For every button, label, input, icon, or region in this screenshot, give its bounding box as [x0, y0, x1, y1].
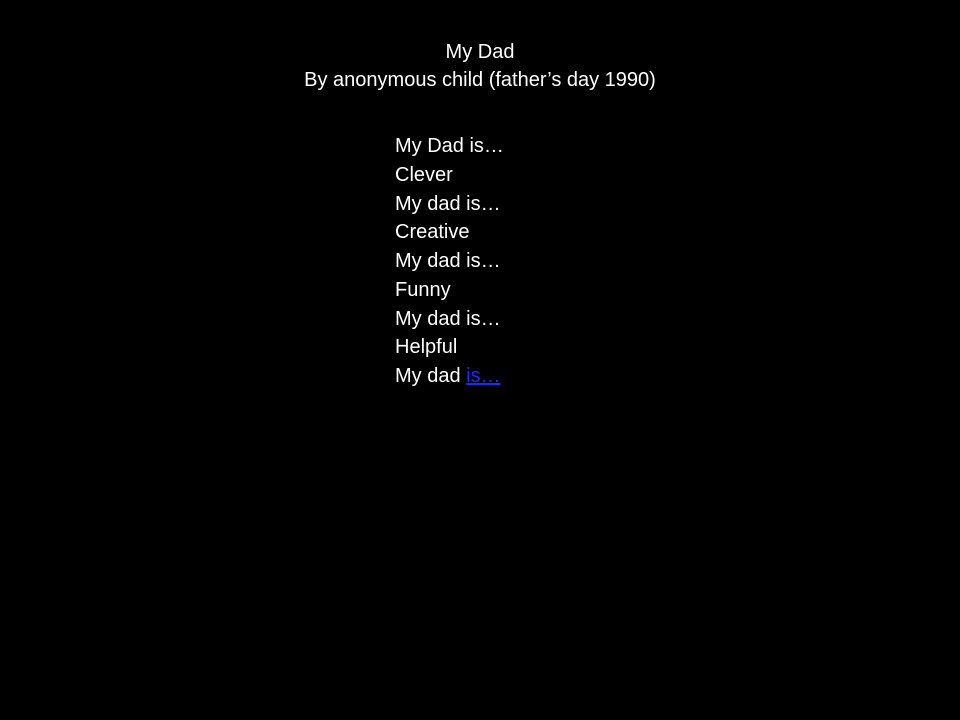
poem-line-9-text: My dad — [395, 365, 467, 387]
slide-subtitle: By anonymous child (father’s day 1990) — [304, 69, 656, 91]
poem-line-5: My dad is… — [395, 250, 501, 272]
title-block — [0, 38, 960, 94]
slide-title: My Dad — [445, 41, 515, 63]
poem-line-4: Creative — [395, 221, 470, 244]
poem — [395, 132, 504, 391]
poem-line-1: My Dad is… — [395, 135, 504, 157]
poem-line-9 — [395, 362, 504, 391]
poem-line-6: Funny — [395, 278, 451, 301]
poem-line-2: Clever — [395, 163, 453, 186]
poem-link[interactable]: is… — [466, 365, 501, 387]
poem-line-3: My dad is… — [395, 192, 501, 215]
poem-line-8: Helpful — [395, 336, 458, 359]
poem-line-7: My dad is… — [395, 307, 501, 330]
